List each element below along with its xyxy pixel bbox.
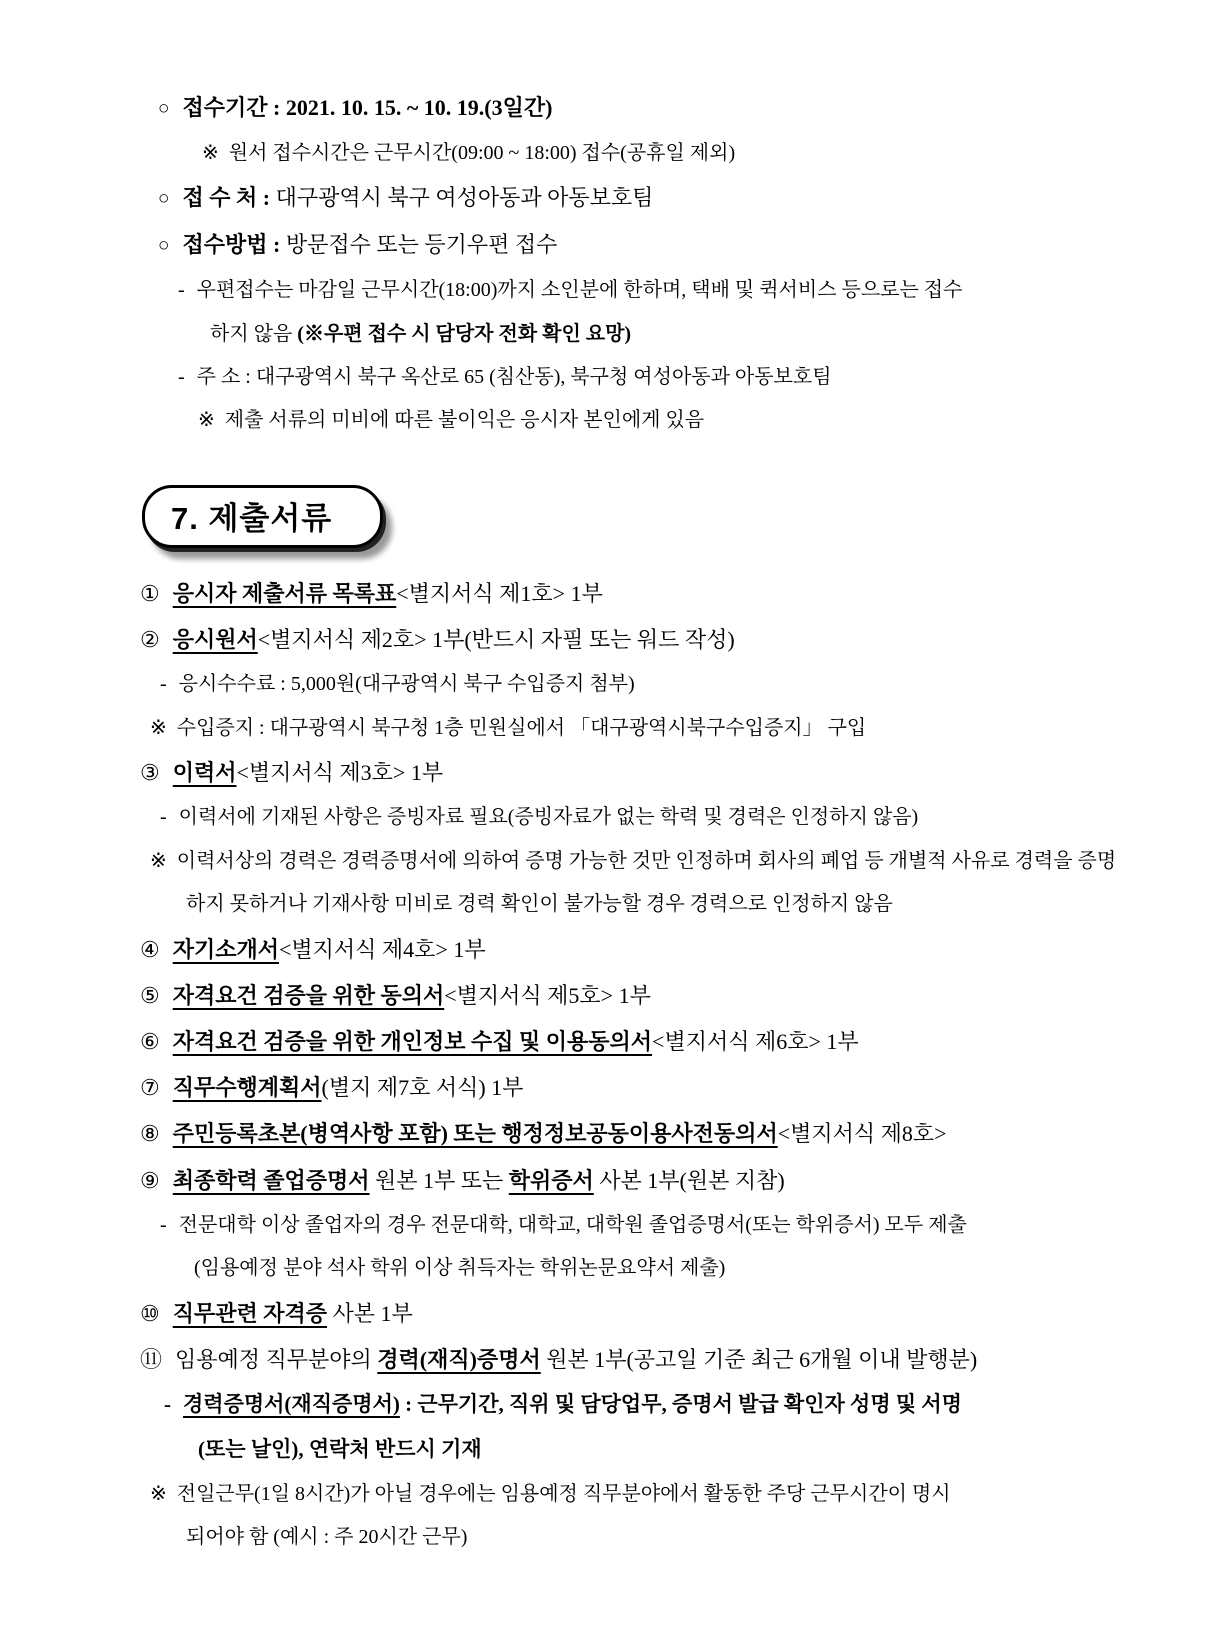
text-segment: <별지서식 제2호> 1부(반드시 자필 또는 워드 작성) [257,627,735,653]
application-info-block [140,92,1174,435]
reference-mark-icon: ※ [150,716,167,739]
item-number-icon: ⑪ [140,1346,163,1372]
text-segment: 전일근무(1일 8시간)가 아닐 경우에는 임용예정 직무분야에서 활동한 주당 근무시간이 명시 [176,1482,951,1505]
item-11-fulltime-note-cont [186,1523,1174,1551]
text-segment: 응시수수료 : 5,000원(대구광역시 북구 수입증지 첨부) [178,673,635,696]
text-segment: 수입증지 : 대구광역시 북구청 1층 민원실에서 「대구광역시북구수입증지」 구입 [176,716,867,739]
item-number-icon: ⑩ [140,1300,160,1326]
doc-title: 직무수행계획서 [172,1075,322,1101]
text-segment: <별지서식 제6호> 1부 [652,1028,859,1054]
text-segment: 방문접수 또는 등기우편 접수 [285,232,558,258]
list-item-2 [140,624,1174,655]
section-7-badge [142,485,383,548]
text-segment: (또는 날인), 연락처 반드시 기재 [198,1436,482,1461]
item-9-college-subline [160,1211,1174,1239]
item-3-evidence-subline [160,803,1174,831]
doc-title: 경력(재직)증명서 [377,1346,541,1372]
item-2-fee-subline [160,670,1174,698]
item-11-certificate-subline-cont [198,1435,1174,1465]
text-segment: 우편접수는 마감일 근무시간(18:00)까지 소인분에 한하며, 택배 및 퀵서비스 등으로는 접수 [196,279,963,302]
doc-title: 이력서 [172,760,237,786]
item-number-icon: ③ [140,760,160,786]
text-segment: 주 소 : 대구광역시 북구 옥산로 65 (침산동), 북구청 여성아동과 아동보호팀 [196,366,832,389]
text-segment: 사본 1부 [327,1300,413,1326]
text-segment: 하지 않음 [210,322,298,345]
reference-mark-icon: ※ [150,1482,167,1505]
line-reception-place [158,182,1174,214]
list-item-5 [140,980,1174,1011]
text-segment: (※우편 접수 시 담당자 전화 확인 요망) [297,322,632,345]
line-reception-hours-note [202,139,1174,167]
text-segment: <별지서식 제8호> [777,1121,947,1147]
line-mail-reception-rule [178,276,1174,304]
line-address [178,363,1174,391]
reference-mark-icon: ※ [198,409,215,432]
text-segment: 원본 1부(공고일 기준 최근 6개월 이내 발행분) [540,1346,978,1372]
doc-title: 직무관련 자격증 [172,1300,327,1326]
circle-bullet-icon: ○ [158,235,170,257]
text-segment: <별지서식 제3호> 1부 [236,760,444,786]
item-number-icon: ④ [140,936,160,962]
doc-title: 자기소개서 [172,936,279,962]
list-item-3 [140,757,1174,788]
dash-bullet-icon: - [160,673,167,696]
reference-mark-icon: ※ [202,141,219,164]
doc-title: 응시원서 [172,627,258,653]
item-11-certificate-subline [164,1390,1174,1420]
text-segment: : 근무기간, 직위 및 담당업무, 증명서 발급 확인자 성명 및 서명 [399,1392,962,1417]
section-7-header-row [140,485,1174,548]
reference-mark-icon: ※ [150,849,167,872]
text-segment: (임용예정 분야 석사 학위 이상 취득자는 학위논문요약서 제출) [194,1257,726,1280]
text-segment: 되어야 함 (예시 : 주 20시간 근무) [186,1526,468,1549]
list-item-7 [140,1072,1174,1103]
text-segment: 접수방법 : [182,232,286,258]
item-11-fulltime-note [150,1480,1174,1508]
item-number-icon: ⑨ [140,1167,160,1193]
text-segment: <별지서식 제5호> 1부 [444,982,651,1008]
text-segment: <별지서식 제1호> 1부 [396,580,603,606]
item-number-icon: ② [140,627,160,653]
text-segment: 사본 1부(원본 지참) [593,1167,785,1193]
line-mail-reception-rule-cont [210,320,1174,348]
item-number-icon: ⑦ [140,1075,160,1101]
text-segment: 하지 못하거나 기재사항 미비로 경력 확인이 불가능할 경우 경력으로 인정하지 않음 [186,893,893,916]
dash-bullet-icon: - [178,366,185,389]
circle-bullet-icon: ○ [158,98,170,119]
item-number-icon: ⑤ [140,982,160,1008]
item-number-icon: ① [140,580,160,606]
doc-title: 경력증명서(재직증명서) [183,1392,400,1417]
list-item-10 [140,1298,1174,1329]
text-segment: 접 수 처 : [182,185,276,211]
doc-title: 자격요건 검증을 위한 개인정보 수집 및 이용동의서 [172,1028,653,1054]
item-3-career-note-cont [186,890,1174,918]
list-item-1 [140,578,1174,609]
list-item-9 [140,1165,1174,1196]
list-item-4 [140,934,1174,965]
text-segment: <별지서식 제4호> 1부 [279,936,486,962]
item-2-stamp-note [150,714,1174,742]
dash-bullet-icon: - [160,806,167,829]
text-segment: 임용예정 직무분야의 [175,1346,378,1372]
dash-bullet-icon: - [178,279,185,302]
item-3-career-note [150,847,1174,875]
line-incomplete-docs-note [198,406,1174,434]
dash-bullet-icon: - [164,1392,171,1417]
list-item-8 [140,1118,1174,1149]
line-reception-method [158,229,1174,261]
dash-bullet-icon: - [160,1213,167,1236]
doc-title: 자격요건 검증을 위한 동의서 [172,982,445,1008]
text-segment: (별지 제7호 서식) 1부 [321,1075,524,1101]
text-segment: 원서 접수시간은 근무시간(09:00 ~ 18:00) 접수(공휴일 제외) [228,141,736,164]
text-segment: 접수기간 : 2021. 10. 15. ~ 10. 19.(3일간) [182,95,553,120]
submission-documents-list [140,578,1174,1552]
item-number-icon: ⑥ [140,1028,160,1054]
text-segment: 이력서상의 경력은 경력증명서에 의하여 증명 가능한 것만 인정하며 회사의 폐업 등 개별적 사유로 경력을 증명 [176,849,1117,872]
doc-title: 주민등록초본(병역사항 포함) 또는 행정정보공동이용사전동의서 [172,1121,778,1147]
text-segment: 대구광역시 북구 여성아동과 아동보호팀 [275,185,654,211]
item-number-icon: ⑧ [140,1121,160,1147]
text-segment: 제출 서류의 미비에 따른 불이익은 응시자 본인에게 있음 [224,409,705,432]
circle-bullet-icon: ○ [158,188,170,210]
list-item-11 [140,1344,1174,1375]
section-title: 7. 제출서류 [171,500,333,536]
text-segment: 이력서에 기재된 사항은 증빙자료 필요(증빙자료가 없는 학력 및 경력은 인정하지 않음) [178,806,919,829]
item-9-college-subline-cont [194,1254,1174,1282]
doc-title: 학위증서 [508,1167,594,1193]
doc-title: 최종학력 졸업증명서 [172,1167,370,1193]
list-item-6 [140,1026,1174,1057]
doc-title: 응시자 제출서류 목록표 [172,580,397,606]
line-reception-period [158,92,1174,124]
text-segment: 원본 1부 또는 [369,1167,509,1193]
text-segment: 전문대학 이상 졸업자의 경우 전문대학, 대학교, 대학원 졸업증명서(또는 학위증서) 모두 제출 [178,1213,967,1236]
